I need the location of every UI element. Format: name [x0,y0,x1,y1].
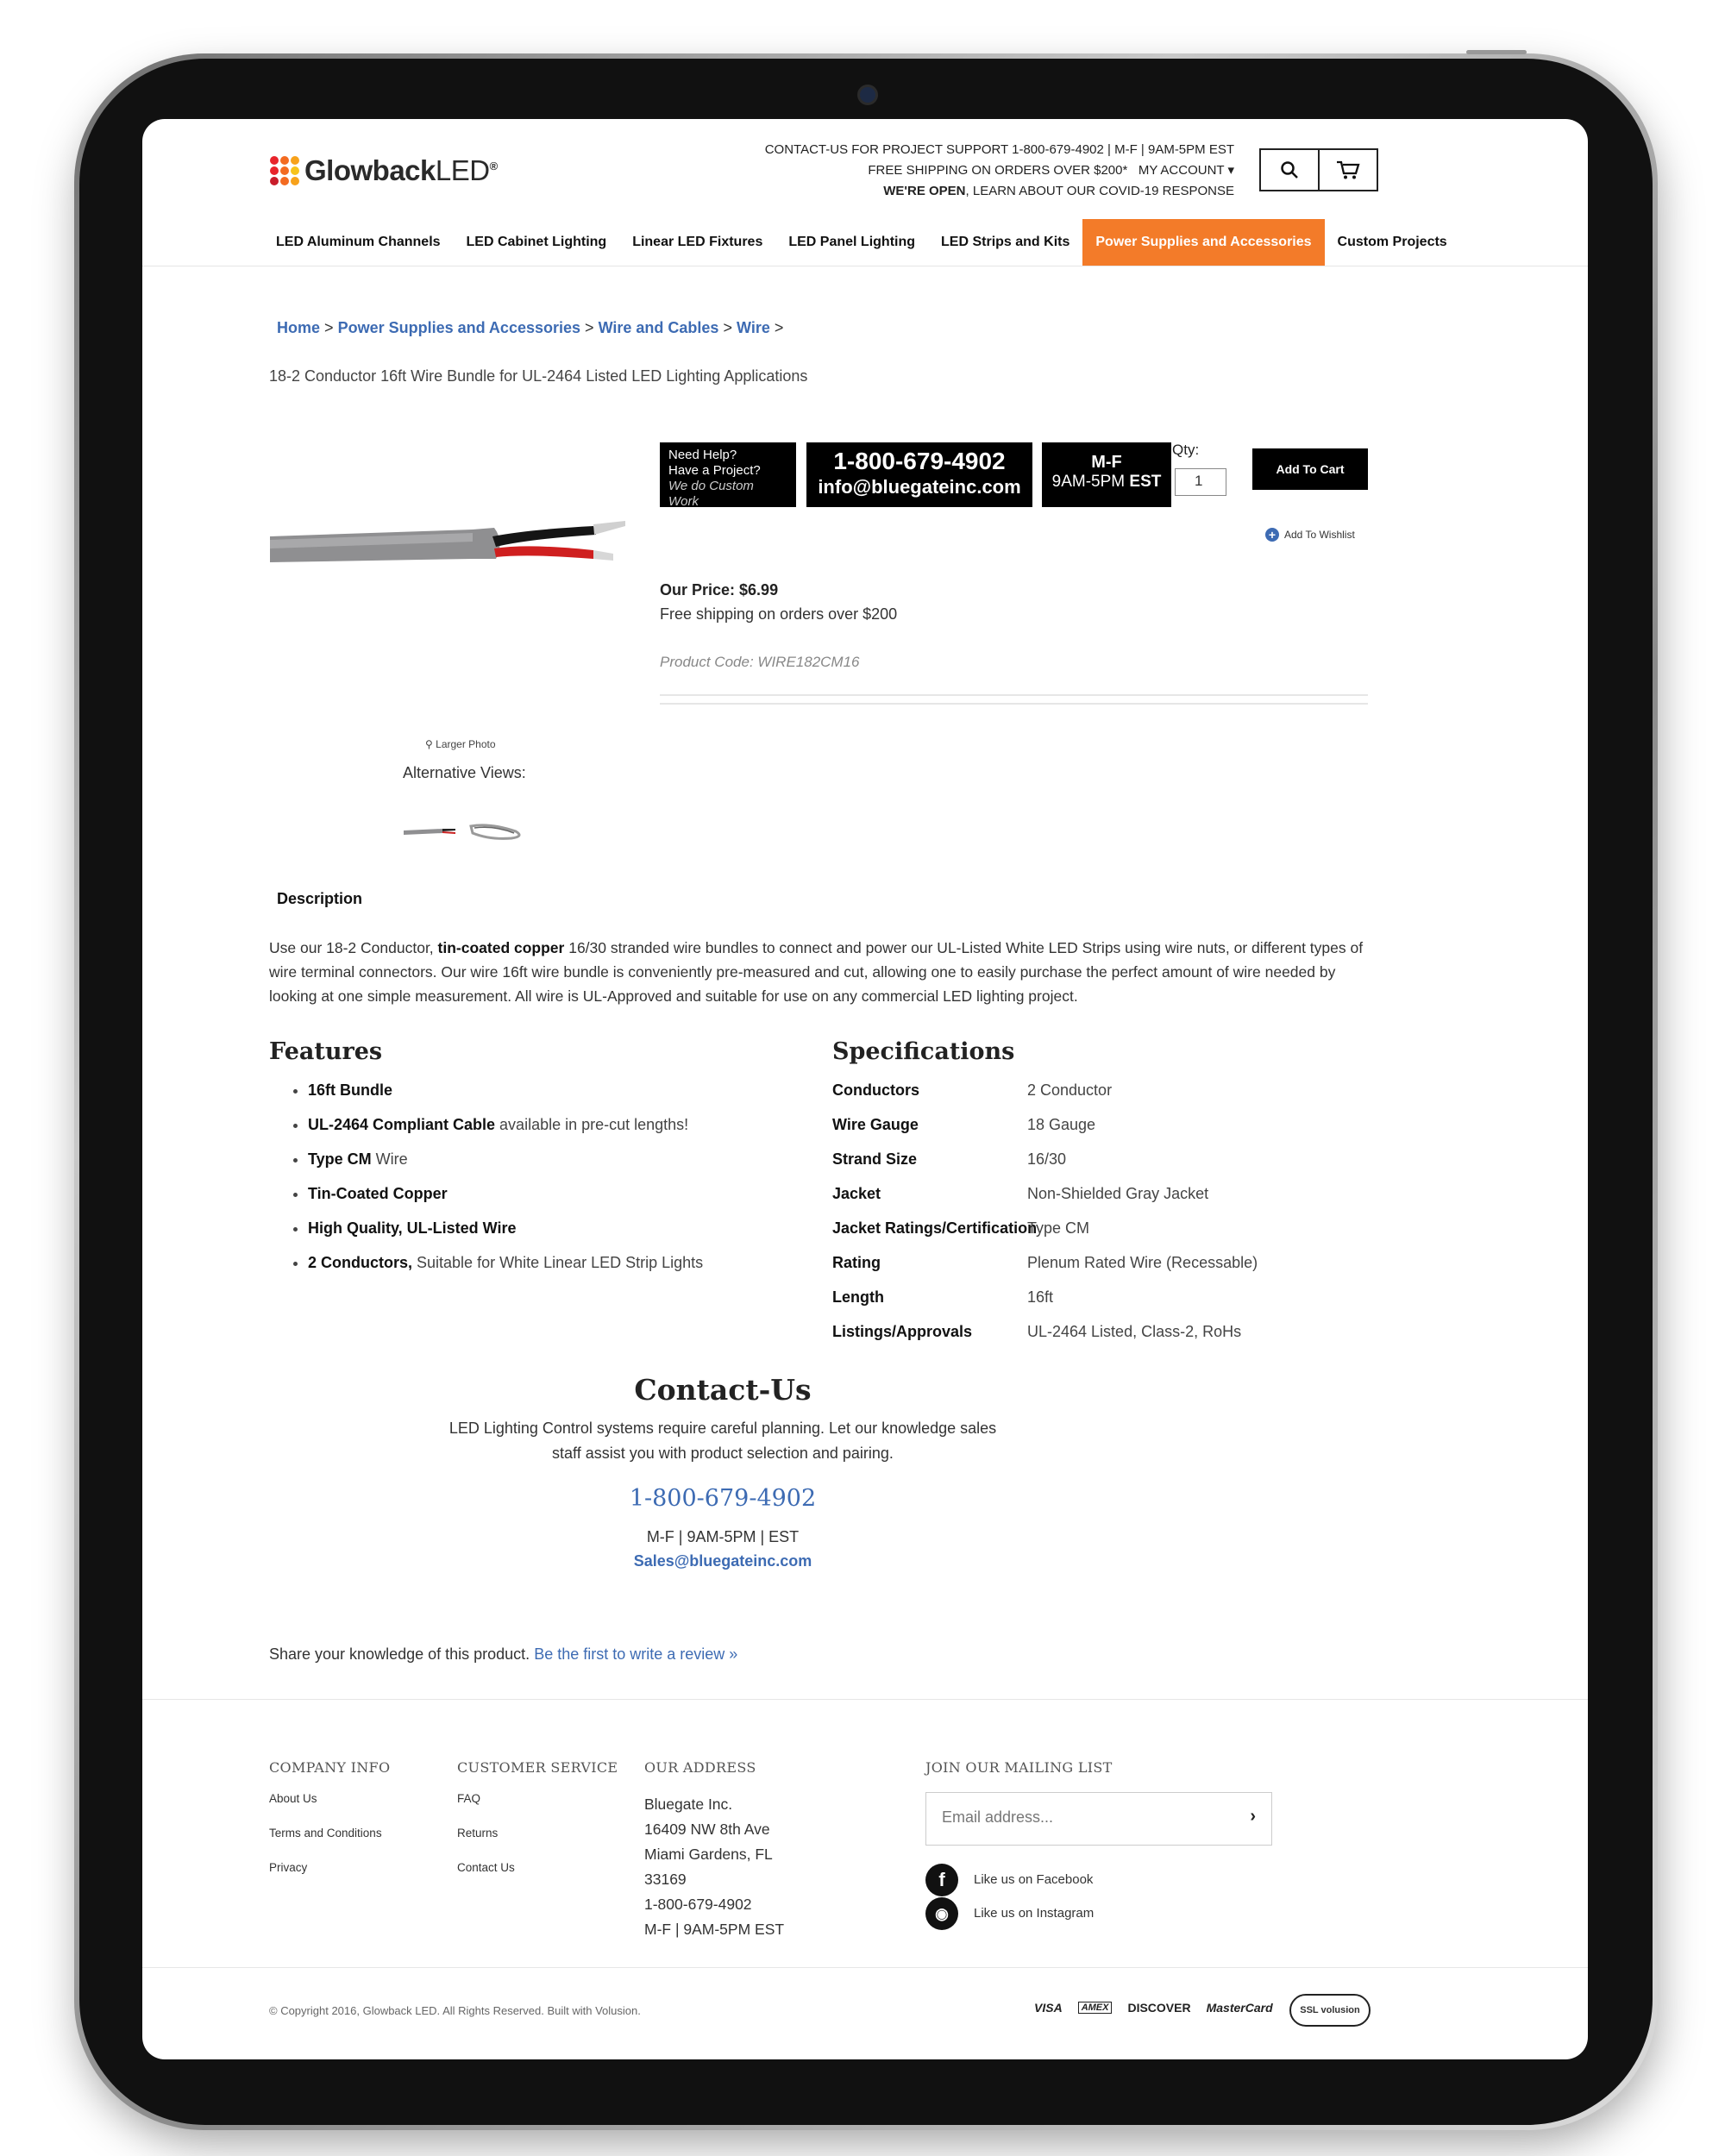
logo-text-light: LED [435,154,490,186]
write-review-link[interactable]: Be the first to write a review » [534,1645,738,1663]
search-icon [1280,160,1299,179]
support-line: CONTACT-US FOR PROJECT SUPPORT 1-800-679-4902 | M-F | 9AM-5PM EST [764,142,1234,157]
thumbnail-2 [471,825,519,839]
spec-row: Rating Plenum Rated Wire (Recessable) [832,1254,1258,1271]
logo-dot [291,166,299,175]
product-code: Product Code: WIRE182CM16 [660,654,860,670]
footer-divider [142,1699,1588,1700]
product-image[interactable] [270,517,628,586]
instagram-link[interactable]: ◉ Like us on Instagram [925,1896,1094,1930]
thumbnail-1 [404,829,455,835]
payment-icons [1034,2001,1289,2015]
facebook-icon: f [925,1864,958,1896]
logo-dot [280,166,289,175]
social-links [925,1863,1094,1930]
header-info [765,140,1234,202]
help-email: info@bluegateinc.com [818,476,1021,498]
footer-address: Bluegate Inc. 16409 NW 8th Ave Miami Gardens, FL 33169 1-800-679-4902 M-F | 9AM-5PM EST [644,1796,785,1938]
chevron-down-icon: ▾ [1227,163,1234,178]
main-nav [263,219,1460,266]
qty-label: Qty: [1172,442,1200,458]
spec-row: Jacket Non-Shielded Gray Jacket [832,1185,1209,1202]
spec-row: Jacket Ratings/Certification Type CM [832,1219,1090,1237]
logo-dot [270,166,279,175]
covid-link[interactable]: WE'RE OPEN, LEARN ABOUT OUR COVID-19 RESPONSE [883,184,1234,198]
nav-item-strips-kits[interactable]: LED Strips and Kits [941,235,1070,249]
feature-item: • UL-2464 Compliant Cable available in pre-cut lengths! [308,1107,703,1142]
footer-divider [142,1967,1588,1968]
description-text: Use our 18-2 Conductor, tin-coated copper 16/30 stranded wire bundles to connect and power our UL-Listed White LED Strips using wire nuts, or different types of wire terminal connectors. Our wire 16ft wire bundle is conveniently pre-measured and cut, allowing one to easily purchase the perfect amount of wire needed by looking at one simple measurement. All wire is UL-Approved and suitable for use on any commercial LED lighting project. [269,939,1364,1005]
spec-row: Conductors 2 Conductor [832,1081,1113,1099]
specifications-heading: Specifications [832,1038,1015,1065]
footer-link-privacy[interactable]: Privacy [269,1861,308,1874]
feature-item: • High Quality, UL-Listed Wire [308,1211,703,1245]
site-logo[interactable] [270,154,498,188]
copyright-text: © Copyright 2016, Glowback LED. All Rights Reserved. Built with Volusion. [269,2004,641,2017]
camera-icon [857,85,878,105]
zoom-icon: ⚲ [425,738,433,750]
search-button[interactable] [1259,148,1320,191]
mailing-email-input[interactable]: Email address... › [925,1792,1272,1846]
logo-dot [280,156,289,165]
feature-item: • Type CM Wire [308,1142,703,1176]
review-prompt: Share your knowledge of this product. Be the first to write a review » [269,1645,738,1663]
my-account-link[interactable]: MY ACCOUNT [1138,163,1225,178]
help-banner-hours: M-F 9AM-5PM EST [1042,442,1171,507]
cart-button[interactable] [1318,148,1378,191]
contact-hours: M-F | 9AM-5PM | EST [646,1528,800,1545]
breadcrumb-wire[interactable]: Wire [737,319,770,336]
ssl-badge-icon: SSL volusion [1289,1994,1371,2027]
features-heading: Features [269,1038,383,1065]
plus-icon: + [1265,528,1279,542]
product-title: 18-2 Conductor 16ft Wire Bundle for UL-2464 Listed LED Lighting Applications [269,367,808,385]
nav-item-cabinet-lighting[interactable]: LED Cabinet Lighting [466,235,607,249]
spec-row: Strand Size 16/30 [832,1150,1067,1168]
nav-item-custom-projects[interactable]: Custom Projects [1337,235,1447,249]
nav-item-linear-fixtures[interactable]: Linear LED Fixtures [632,235,763,249]
cart-icon [1336,160,1360,180]
help-banner-contact[interactable] [806,442,1032,507]
logo-dot [291,177,299,185]
add-to-wishlist-link[interactable]: + Add To Wishlist [1265,528,1355,542]
logo-registered: ® [489,160,498,172]
add-to-cart-button[interactable]: Add To Cart [1252,448,1368,490]
free-shipping-note: Free shipping on orders over $200 [660,605,898,623]
nav-item-aluminum-channels[interactable]: LED Aluminum Channels [276,235,441,249]
spec-row: Length 16ft [832,1288,1054,1306]
footer-link-contact[interactable]: Contact Us [457,1861,515,1874]
nav-item-power-supplies[interactable]: Power Supplies and Accessories [1082,219,1324,266]
feature-item: • 2 Conductors, Suitable for White Linear LED Strip Lights [308,1245,703,1280]
amex-icon: AMEX [1078,2002,1113,2014]
feature-item: • Tin-Coated Copper [308,1176,703,1211]
divider [660,694,1368,696]
footer-service-heading: CUSTOMER SERVICE [457,1759,618,1776]
tablet-side-button [1466,50,1527,54]
facebook-link[interactable]: f Like us on Facebook [925,1863,1094,1896]
browser-screen [142,119,1588,2059]
breadcrumb-power-supplies[interactable]: Power Supplies and Accessories [337,319,581,336]
footer-service-links [457,1782,515,1885]
free-shipping-line: FREE SHIPPING ON ORDERS OVER $200* [868,163,1128,178]
contact-email-link[interactable]: Sales@bluegateinc.com [633,1552,812,1570]
divider [660,703,1368,705]
discover-icon: DISCOVER [1127,2001,1191,2015]
footer-link-about[interactable]: About Us [269,1792,317,1805]
help-banner-intro: Need Help? Have a Project? We do Custom Work [660,442,796,507]
visa-icon: VISA [1034,2001,1063,2015]
larger-photo-link[interactable]: ⚲ Larger Photo [425,738,496,750]
footer-link-terms[interactable]: Terms and Conditions [269,1827,382,1839]
contact-phone-link[interactable]: 1-800-679-4902 [629,1485,817,1512]
mastercard-icon: MasterCard [1206,2001,1273,2015]
logo-mark-icon [270,156,299,185]
breadcrumb: Home > Power Supplies and Accessories > Wire and Cables > Wire > [277,319,784,336]
footer-link-faq[interactable]: FAQ [457,1792,481,1805]
contact-heading: Contact-Us [634,1373,812,1407]
chevron-right-icon[interactable]: › [1250,1807,1256,1826]
alternative-view-thumbnails[interactable] [404,821,524,842]
logo-text-bold: Glowback [304,154,436,186]
footer-mailing-heading: JOIN OUR MAILING LIST [925,1759,1113,1776]
breadcrumb-home[interactable]: Home [277,319,321,336]
features-list [289,1073,703,1280]
contact-text: LED Lighting Control systems require careful planning. Let our knowledge sales staff assist you with product selection and pairing. [448,1420,997,1462]
logo-dot [270,177,279,185]
footer-company-heading: COMPANY INFO [269,1759,391,1776]
logo-dot [291,156,299,165]
alternative-views-label: Alternative Views: [403,764,526,781]
feature-item: • 16ft Bundle [308,1073,703,1107]
description-heading: Description [277,890,363,907]
qty-input[interactable]: 1 [1175,468,1226,496]
spec-row: Wire Gauge 18 Gauge [832,1116,1096,1133]
footer-address-heading: OUR ADDRESS [644,1759,756,1776]
help-phone: 1-800-679-4902 [833,448,1006,474]
breadcrumb-wire-cables[interactable]: Wire and Cables [598,319,719,336]
nav-item-panel-lighting[interactable]: LED Panel Lighting [788,235,916,249]
logo-dot [280,177,289,185]
specifications-table [832,1073,1258,1349]
footer-link-returns[interactable]: Returns [457,1827,499,1839]
spec-row: Listings/Approvals UL-2464 Listed, Class-2, RoHs [832,1323,1242,1340]
footer-company-links [269,1782,382,1885]
product-price: Our Price: $6.99 [660,581,779,599]
logo-dot [270,156,279,165]
instagram-icon: ◉ [925,1897,958,1930]
